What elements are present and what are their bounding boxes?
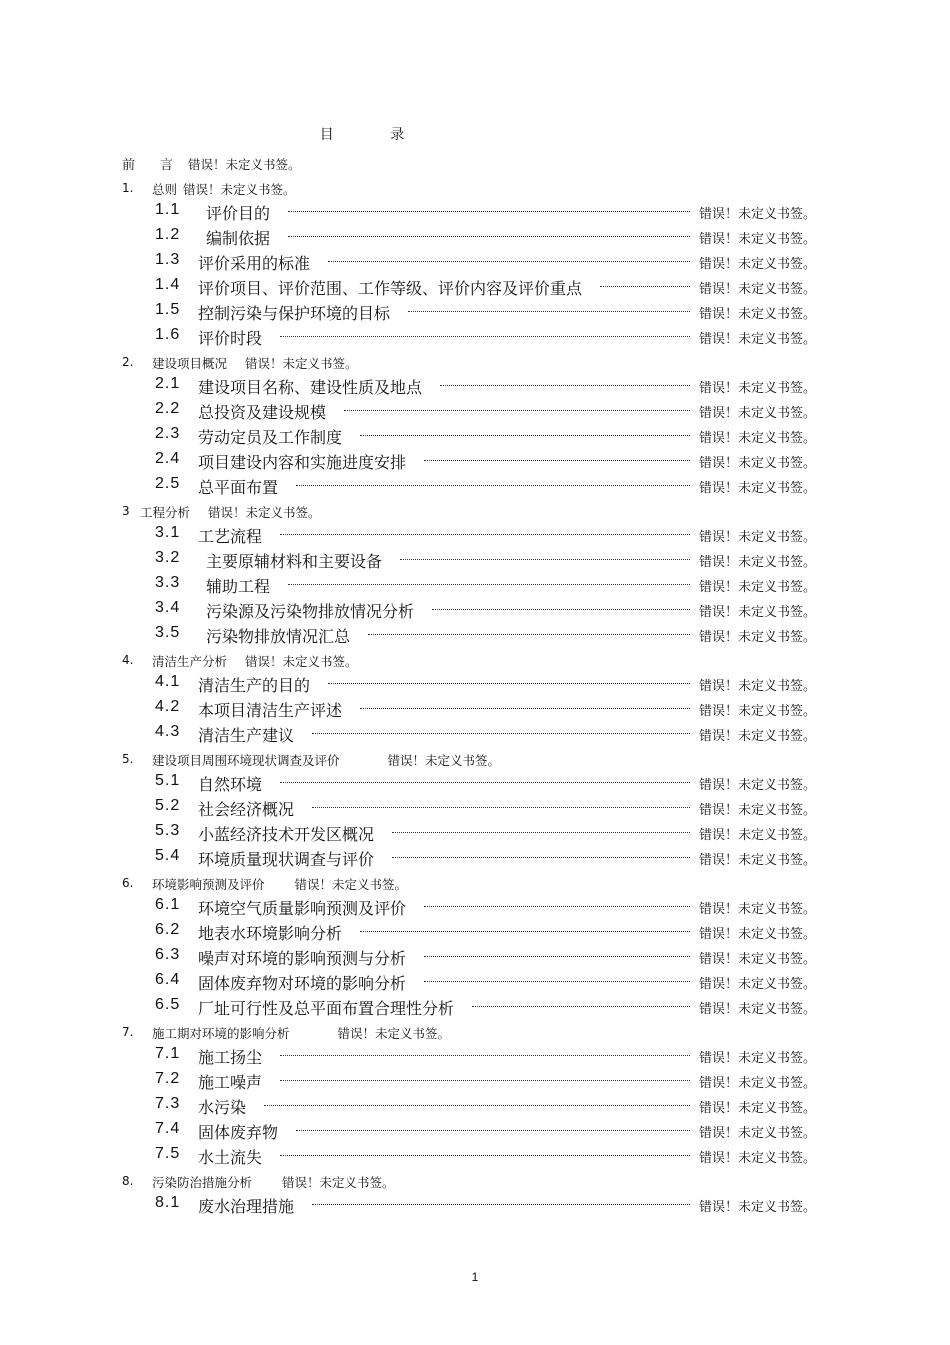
chapter-title-group [152,652,358,670]
section-title: 评价项目、评价范围、工作等级、评价内容及评价重点 [198,276,588,299]
chapter-title-group [140,503,321,521]
section-title: 废水治理措施 [198,1194,300,1217]
dot-leader [392,857,690,858]
chapter-title: 清洁生产分析 [152,654,228,669]
section-error: 错误！未定义书签。 [699,1126,817,1141]
section-number: 2.4 [155,450,181,467]
preface-error: 错误！未定义书签。 [188,157,301,172]
section-title: 水土流失 [198,1145,268,1168]
section-entry[interactable] [0,797,950,819]
dot-leader [280,1080,690,1081]
section-entry[interactable] [0,524,950,546]
dot-leader [472,1006,690,1007]
section-entry[interactable] [0,425,950,447]
section-title: 施工扬尘 [198,1045,268,1068]
dot-leader [424,981,690,982]
section-number: 2.2 [155,400,181,417]
dot-leader [328,683,690,684]
section-error: 错误！未定义书签。 [699,1051,817,1066]
chapter-number: 2. [122,355,134,369]
section-title: 总平面布置 [198,475,284,498]
section-error: 错误！未定义书签。 [699,630,817,645]
section-title: 建设项目名称、建设性质及地点 [198,375,428,398]
section-error: 错误！未定义书签。 [699,729,817,744]
section-title: 污染源及污染物排放情况分析 [206,599,420,622]
section-title: 环境空气质量影响预测及评价 [198,896,412,919]
section-number: 4.1 [155,673,181,690]
section-entry[interactable] [0,698,950,720]
section-number: 1.2 [155,226,181,243]
chapter-number: 4. [122,653,134,667]
preface-entry[interactable] [0,152,950,174]
chapter-title: 施工期对环境的影响分析 [152,1026,290,1041]
chapter-title: 建设项目概况 [152,356,228,371]
section-number: 5.4 [155,847,181,864]
section-title: 清洁生产建议 [198,723,300,746]
dot-leader [392,832,690,833]
dot-leader [328,261,690,262]
section-title: 本项目清洁生产评述 [198,698,348,721]
chapter-error: 错误！未定义书签。 [245,654,358,669]
toc-title: 目 录 [319,127,431,143]
section-entry[interactable] [0,226,950,248]
section-number: 5.3 [155,822,181,839]
dot-leader [360,435,690,436]
chapter-error: 错误！未定义书签。 [282,1175,395,1190]
chapter-title-group [152,875,407,893]
section-entry[interactable] [0,326,950,348]
section-entry[interactable] [0,450,950,472]
section-title: 项目建设内容和实施进度安排 [198,450,412,473]
chapter-number: 6. [122,876,134,890]
chapter-error: 错误！未定义书签。 [337,1026,451,1041]
section-title: 评价采用的标准 [198,251,316,274]
section-number: 3.3 [155,574,181,591]
chapter-entry[interactable] [0,649,950,671]
section-number: 3.1 [155,524,181,541]
section-entry[interactable] [0,673,950,695]
section-title: 总投资及建设规模 [198,400,332,423]
section-title: 评价时段 [198,326,268,349]
section-entry[interactable] [0,946,950,968]
dot-leader [280,782,690,783]
dot-leader [280,534,690,535]
chapter-number: 8. [122,1174,134,1188]
dot-leader [360,931,690,932]
section-title: 地表水环境影响分析 [198,921,348,944]
chapter-title: 建设项目周围环境现状调查及评价 [152,753,340,768]
chapter-title-group [152,354,358,372]
section-error: 错误！未定义书签。 [699,1200,817,1215]
section-error: 错误！未定义书签。 [699,456,817,471]
section-entry[interactable] [0,599,950,621]
section-number: 6.5 [155,996,181,1013]
dot-leader [360,708,690,709]
dot-leader [312,1204,690,1205]
section-title: 清洁生产的目的 [198,673,316,696]
section-error: 错误！未定义书签。 [699,679,817,694]
dot-leader [280,1155,690,1156]
section-title: 社会经济概况 [198,797,300,820]
section-number: 5.1 [155,772,181,789]
section-error: 错误！未定义书签。 [699,977,817,992]
section-entry[interactable] [0,921,950,943]
dot-leader [424,956,690,957]
dot-leader [296,1130,690,1131]
section-entry[interactable] [0,276,950,298]
section-error: 错误！未定义书签。 [699,902,817,917]
section-entry[interactable] [0,201,950,223]
section-error: 错误！未定义书签。 [699,1002,817,1017]
section-number: 3.4 [155,599,181,616]
section-number: 5.2 [155,797,181,814]
chapter-error: 错误！未定义书签。 [245,356,358,371]
section-error: 错误！未定义书签。 [699,406,817,421]
section-error: 错误！未定义书签。 [699,704,817,719]
chapter-entry[interactable] [0,1170,950,1192]
section-entry[interactable] [0,251,950,273]
section-entry[interactable] [0,1070,950,1092]
dot-leader [432,609,690,610]
chapter-error: 错误！未定义书签。 [208,505,321,520]
section-entry[interactable] [0,772,950,794]
section-entry[interactable] [0,375,950,397]
section-number: 7.2 [155,1070,181,1087]
section-title: 评价目的 [206,201,276,224]
section-error: 错误！未定义书签。 [699,803,817,818]
dot-leader [280,1055,690,1056]
section-title: 污染物排放情况汇总 [206,624,356,647]
section-title: 自然环境 [198,772,268,795]
section-title: 劳动定员及工作制度 [198,425,348,448]
section-error: 错误！未定义书签。 [699,1151,817,1166]
section-number: 6.3 [155,946,181,963]
chapter-title: 总则 [152,182,178,197]
section-number: 7.4 [155,1120,181,1137]
section-entry[interactable] [0,996,950,1018]
dot-leader [312,807,690,808]
dot-leader [296,485,690,486]
section-number: 8.1 [155,1194,181,1211]
section-title: 编制依据 [206,226,276,249]
section-entry[interactable] [0,1045,950,1067]
section-error: 错误！未定义书签。 [699,555,817,570]
section-error: 错误！未定义书签。 [699,481,817,496]
dot-leader [312,733,690,734]
dot-leader [288,236,690,237]
section-error: 错误！未定义书签。 [699,927,817,942]
section-number: 2.1 [155,375,181,392]
chapter-title: 工程分析 [140,505,191,520]
section-error: 错误！未定义书签。 [699,207,817,222]
chapter-error: 错误！未定义书签。 [294,877,408,892]
section-entry[interactable] [0,400,950,422]
section-number: 2.5 [155,475,181,492]
dot-leader [264,1105,690,1106]
section-error: 错误！未定义书签。 [699,853,817,868]
section-error: 错误！未定义书签。 [699,282,817,297]
section-error: 错误！未定义书签。 [699,431,817,446]
section-error: 错误！未定义书签。 [699,257,817,272]
dot-leader [424,460,690,461]
section-entry[interactable] [0,822,950,844]
section-entry[interactable] [0,624,950,646]
section-title: 辅助工程 [206,574,276,597]
dot-leader [400,559,690,560]
section-error: 错误！未定义书签。 [699,952,817,967]
chapter-entry[interactable] [0,1021,950,1043]
section-title: 水污染 [198,1095,252,1118]
section-title: 环境质量现状调查与评价 [198,847,380,870]
chapter-number: 7. [122,1025,134,1039]
section-title: 工艺流程 [198,524,268,547]
chapter-title-group [152,1173,395,1191]
section-title: 固体废弃物 [198,1120,284,1143]
chapter-number: 3 [122,504,130,518]
section-title: 噪声对环境的影响预测与分析 [198,946,412,969]
section-number: 3.5 [155,624,181,641]
dot-leader [280,336,690,337]
dot-leader [288,211,690,212]
section-number: 4.2 [155,698,181,715]
chapter-title-group [152,1024,450,1042]
section-number: 1.1 [155,201,181,218]
chapter-number: 1. [122,181,134,195]
chapter-number: 5. [122,752,134,766]
section-number: 7.1 [155,1045,181,1062]
chapter-error: 错误！未定义书签。 [387,753,501,768]
section-entry[interactable] [0,574,950,596]
section-number: 7.3 [155,1095,181,1112]
section-number: 3.2 [155,549,181,566]
chapter-title: 环境影响预测及评价 [152,877,265,892]
section-title: 控制污染与保护环境的目标 [198,301,396,324]
section-title: 厂址可行性及总平面布置合理性分析 [198,996,460,1019]
section-error: 错误！未定义书签。 [699,778,817,793]
section-entry[interactable] [0,1095,950,1117]
section-number: 1.5 [155,301,181,318]
section-title: 固体废弃物对环境的影响分析 [198,971,412,994]
section-number: 1.6 [155,326,181,343]
section-error: 错误！未定义书签。 [699,1101,817,1116]
dot-leader [408,311,690,312]
chapter-entry[interactable] [0,177,950,199]
chapter-entry[interactable] [0,500,950,522]
section-error: 错误！未定义书签。 [699,828,817,843]
section-number: 6.4 [155,971,181,988]
section-error: 错误！未定义书签。 [699,332,817,347]
section-number: 4.3 [155,723,181,740]
section-title: 主要原辅材料和主要设备 [206,549,388,572]
section-title: 施工噪声 [198,1070,268,1093]
dot-leader [288,584,690,585]
section-number: 1.3 [155,251,181,268]
section-error: 错误！未定义书签。 [699,307,817,322]
chapter-entry[interactable] [0,872,950,894]
section-entry[interactable] [0,723,950,745]
section-entry[interactable] [0,847,950,869]
section-number: 2.3 [155,425,181,442]
section-error: 错误！未定义书签。 [699,1076,817,1091]
chapter-title-group [152,180,296,198]
section-error: 错误！未定义书签。 [699,580,817,595]
section-number: 7.5 [155,1145,181,1162]
section-title: 小蓝经济技术开发区概况 [198,822,380,845]
section-error: 错误！未定义书签。 [699,530,817,545]
chapter-title-group [152,751,500,769]
dot-leader [344,410,690,411]
page-number: 1 [471,1270,479,1284]
section-entry[interactable] [0,1120,950,1142]
section-number: 1.4 [155,276,181,293]
section-entry[interactable] [0,475,950,497]
chapter-entry[interactable] [0,351,950,373]
dot-leader [424,906,690,907]
chapter-entry[interactable] [0,748,950,770]
dot-leader [440,385,690,386]
section-entry[interactable] [0,1145,950,1167]
chapter-error: 错误！未定义书签。 [183,182,296,197]
section-error: 错误！未定义书签。 [699,381,817,396]
section-number: 6.2 [155,921,181,938]
section-entry[interactable] [0,896,950,918]
preface-label: 前 言 [122,158,180,173]
section-number: 6.1 [155,896,181,913]
section-entry[interactable] [0,301,950,323]
section-entry[interactable] [0,971,950,993]
section-error: 错误！未定义书签。 [699,232,817,247]
section-error: 错误！未定义书签。 [699,605,817,620]
chapter-title: 污染防治措施分析 [152,1175,253,1190]
dot-leader [600,286,690,287]
section-entry[interactable] [0,1194,950,1216]
section-entry[interactable] [0,549,950,571]
dot-leader [368,634,690,635]
